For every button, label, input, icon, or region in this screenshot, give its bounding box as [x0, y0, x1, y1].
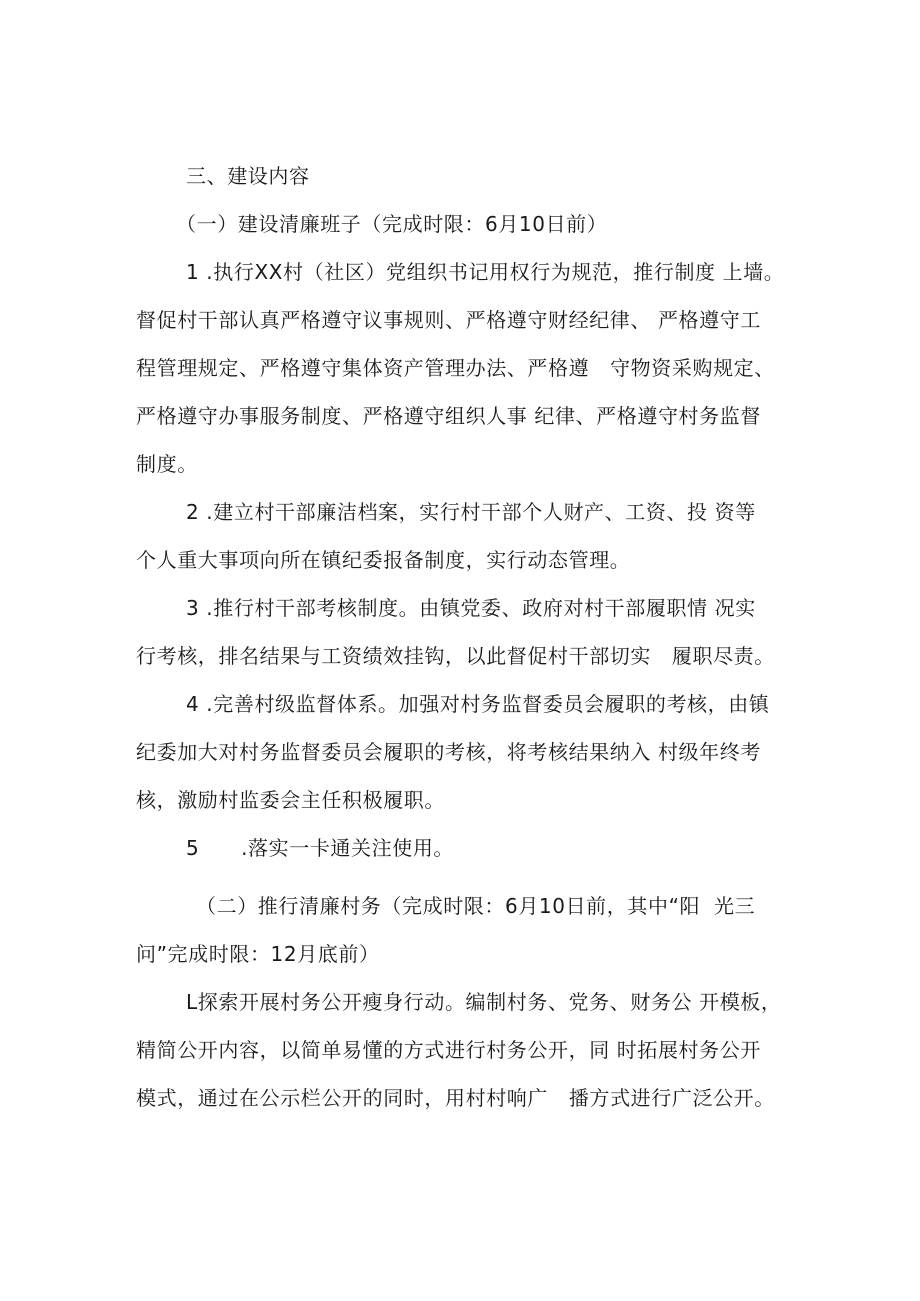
- paragraph-6-line-3: 模式，通过在公示栏公开的同时，用村村响广 播方式进行广泛公开。: [136, 1086, 775, 1110]
- subsection-heading-1: （一）建设清廉班子（完成时限：6月10日前）: [176, 212, 608, 236]
- paragraph-1-line-3: 程管理规定、严格遵守集体资产管理办法、严格遵 守物资采购规定、: [136, 356, 775, 380]
- section-heading: 三、建设内容: [186, 164, 310, 188]
- paragraph-5-line-1: 5 .落实一卡通关注使用。: [186, 836, 455, 860]
- paragraph-1-line-4: 严格遵守办事服务制度、严格遵守组织人事 纪律、严格遵守村务监督: [136, 404, 761, 428]
- paragraph-4-line-3: 核，激励村监委会主任积极履职。: [136, 788, 445, 812]
- paragraph-1-line-2: 督促村干部认真严格遵守议事规则、严格遵守财经纪律、 严格遵守工: [136, 308, 761, 332]
- paragraph-4-line-2: 纪委加大对村务监督委员会履职的考核，将考核结果纳入 村级年终考: [136, 740, 761, 764]
- subsection-heading-2-line-2: 问”完成时限：12月底前）: [136, 942, 380, 966]
- paragraph-2-line-1: 2 .建立村干部廉洁档案，实行村干部个人财产、工资、投 资等: [186, 500, 756, 524]
- paragraph-2-line-2: 个人重大事项向所在镇纪委报备制度，实行动态管理。: [136, 548, 631, 572]
- subsection-heading-2-line-1: （二）推行清廉村务（完成时限：6月10日前，其中“阳 光三: [196, 894, 756, 918]
- paragraph-4-line-1: 4 .完善村级监督体系。加强对村务监督委员会履职的考核，由镇: [186, 692, 770, 716]
- paragraph-3-line-2: 行考核，排名结果与工资绩效挂钩，以此督促村干部切实 履职尽责。: [136, 644, 775, 668]
- paragraph-6-line-2: 精简公开内容，以简单易懂的方式进行村务公开，同 时拓展村务公开: [136, 1038, 761, 1062]
- paragraph-3-line-1: 3 .推行村干部考核制度。由镇党委、政府对村干部履职情 况实: [186, 596, 756, 620]
- paragraph-6-line-1: L探索开展村务公开瘦身行动。编制村务、党务、财务公 开模板，: [186, 990, 782, 1014]
- paragraph-1-line-5: 制度。: [136, 452, 198, 476]
- paragraph-1-line-1: 1 .执行XX村（社区）党组织书记用权行为规范，推行制度 上墙。: [186, 260, 785, 284]
